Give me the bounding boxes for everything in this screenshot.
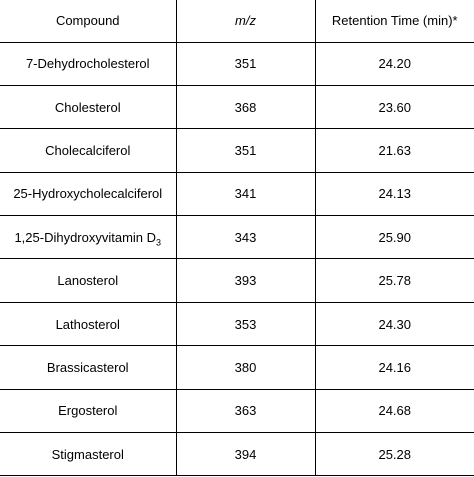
- table-row: [0, 259, 474, 302]
- table-row: [0, 346, 474, 389]
- cell-retention-time: 24.68: [315, 389, 474, 432]
- header-compound: Compound: [0, 0, 176, 42]
- compound-name: 1,25-Dihydroxyvitamin D: [14, 229, 157, 245]
- table-row: [0, 42, 474, 85]
- table-row: [0, 85, 474, 128]
- cell-compound: [0, 42, 176, 85]
- cell-compound: [0, 259, 176, 302]
- table-body: [0, 42, 474, 476]
- cell-compound: [0, 346, 176, 389]
- table-row: [0, 302, 474, 345]
- cell-retention-time: 25.28: [315, 433, 474, 476]
- compound-name: 7-Dehydrocholesterol: [25, 56, 150, 72]
- header-row: [0, 0, 474, 42]
- table-row: [0, 389, 474, 432]
- cell-retention-time: 24.20: [315, 42, 474, 85]
- cell-compound: [0, 85, 176, 128]
- cell-retention-time: 24.30: [315, 302, 474, 345]
- cell-compound: [0, 389, 176, 432]
- cell-mz: 368: [176, 85, 315, 128]
- cell-retention-time: 24.16: [315, 346, 474, 389]
- cell-retention-time: 21.63: [315, 129, 474, 172]
- cell-compound: [0, 433, 176, 476]
- table-row: [0, 216, 474, 259]
- cell-retention-time: 23.60: [315, 85, 474, 128]
- cell-compound: [0, 216, 176, 259]
- compound-name: Lathosterol: [55, 316, 120, 332]
- cell-mz: 351: [176, 129, 315, 172]
- compound-name: Cholesterol: [54, 99, 121, 115]
- cell-compound: [0, 172, 176, 215]
- compound-name: Lanosterol: [57, 273, 119, 289]
- cell-compound: [0, 302, 176, 345]
- compound-name: 25-Hydroxycholecalciferol: [13, 186, 163, 202]
- compound-name: Stigmasterol: [51, 446, 124, 462]
- cell-mz: 351: [176, 42, 315, 85]
- compound-name: Cholecalciferol: [45, 142, 131, 158]
- cell-retention-time: 24.13: [315, 172, 474, 215]
- cell-mz: 343: [176, 216, 315, 259]
- table-row: [0, 129, 474, 172]
- cell-compound: [0, 129, 176, 172]
- compound-name: Ergosterol: [58, 403, 118, 419]
- cell-mz: 393: [176, 259, 315, 302]
- compound-subscript: 3: [156, 237, 162, 248]
- cell-mz: 394: [176, 433, 315, 476]
- cell-mz: 380: [176, 346, 315, 389]
- compound-name: Brassicasterol: [46, 359, 129, 375]
- cell-mz: 363: [176, 389, 315, 432]
- table-row: [0, 433, 474, 476]
- cell-mz: 341: [176, 172, 315, 215]
- header-retention-time: Retention Time (min)*: [315, 0, 474, 42]
- cell-mz: 353: [176, 302, 315, 345]
- cell-retention-time: 25.78: [315, 259, 474, 302]
- table-row: [0, 172, 474, 215]
- cell-retention-time: 25.90: [315, 216, 474, 259]
- header-mz: m/z: [176, 0, 315, 42]
